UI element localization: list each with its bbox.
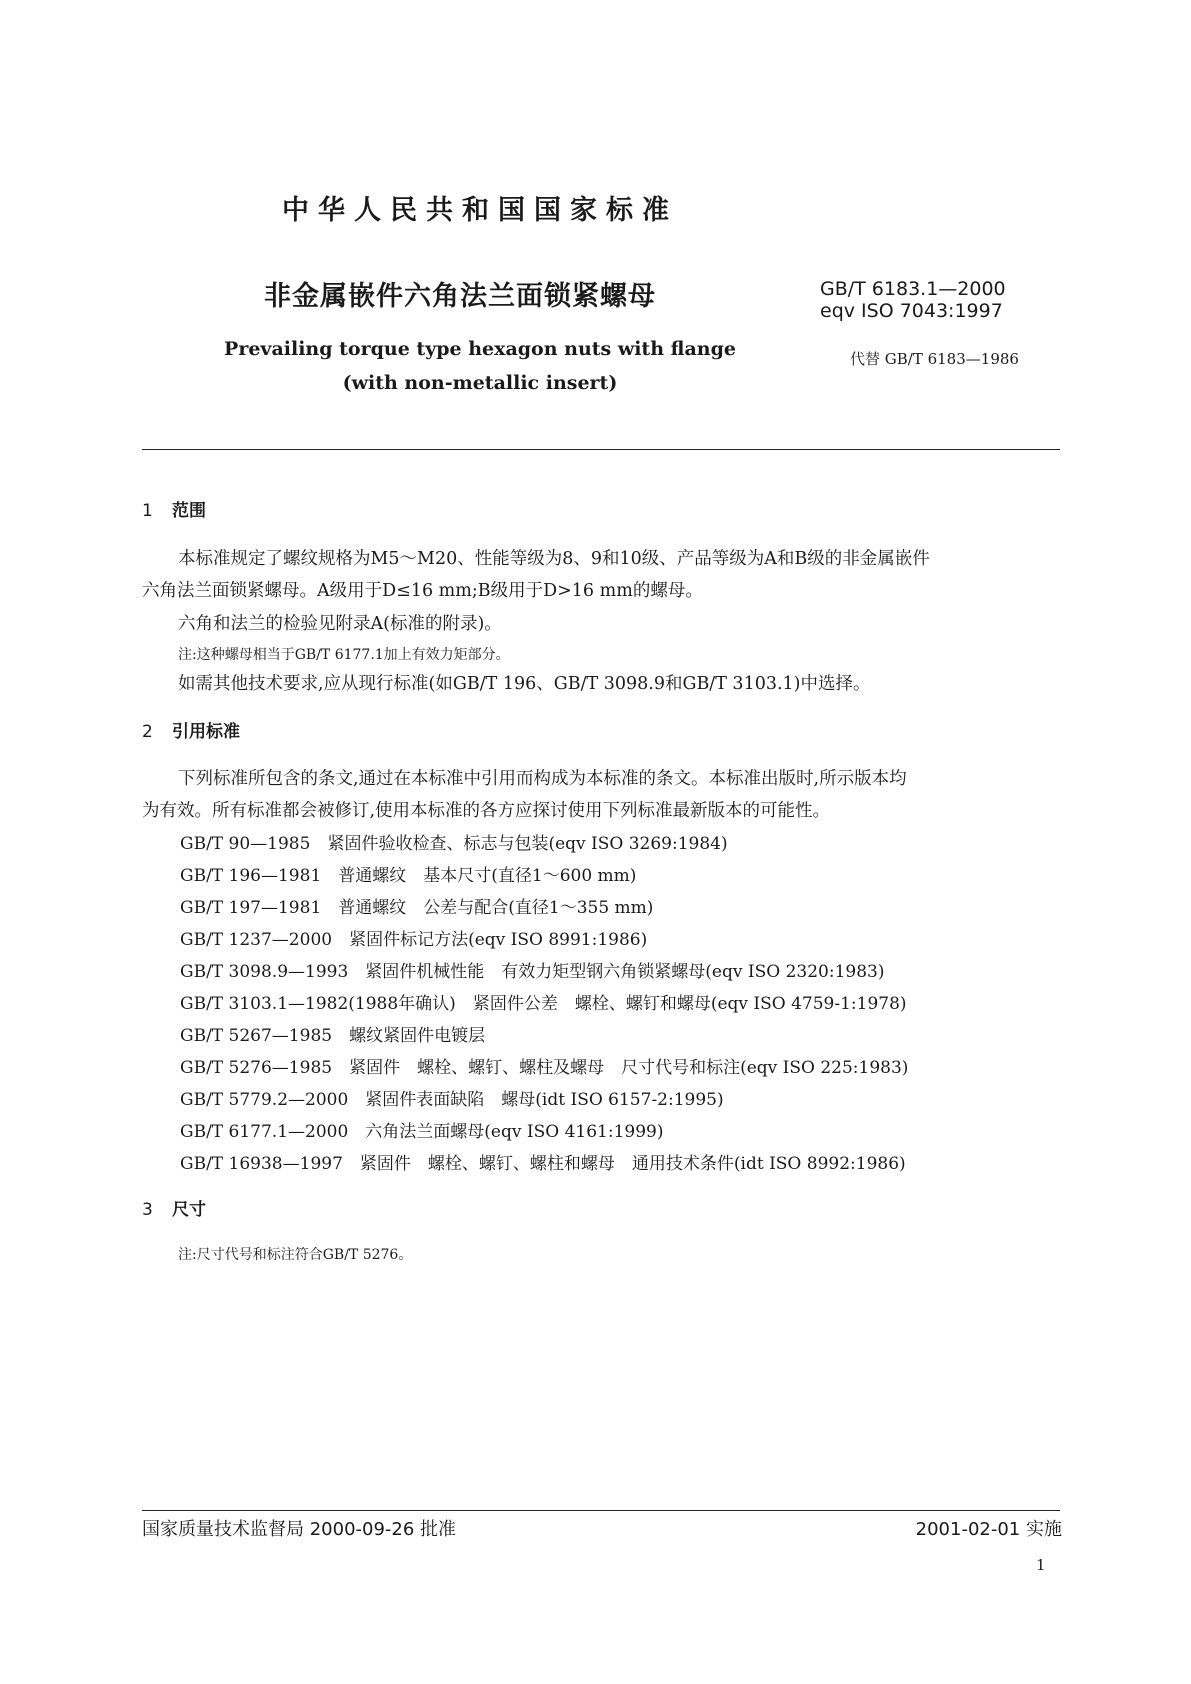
replaces-standard: 代替 GB/T 6183—1986 bbox=[850, 350, 1019, 368]
reference-item: GB/T 3103.1—1982(1988年确认) 紧固件公差 螺栓、螺钉和螺母(eqv ISO 4759-1:1978) bbox=[180, 994, 907, 1014]
scope-paragraph-line1: 本标准规定了螺纹规格为M5～M20、性能等级为8、9和10级、产品等级为A和B级的非金属嵌件 bbox=[178, 549, 930, 569]
page-number: 1 bbox=[1036, 1556, 1046, 1574]
national-standard-heading: 中华人民共和国国家标准 bbox=[282, 195, 678, 226]
section-number: 1 bbox=[142, 501, 153, 521]
equivalent-standard: eqv ISO 7043:1997 bbox=[820, 300, 1003, 322]
approval-line: 国家质量技术监督局 2000-09-26 批准 bbox=[142, 1519, 457, 1540]
section-title: 尺寸 bbox=[172, 1200, 206, 1220]
section-2-heading bbox=[142, 717, 240, 742]
title-english-line2: (with non-metallic insert) bbox=[342, 372, 618, 394]
effective-date: 2001-02-01 实施 bbox=[915, 1519, 1062, 1540]
scope-paragraph-3: 如需其他技术要求,应从现行标准(如GB/T 196、GB/T 3098.9和GB/T 3103.1)中选择。 bbox=[178, 674, 871, 694]
section-title: 范围 bbox=[172, 501, 206, 521]
section-1-heading bbox=[142, 496, 206, 521]
reference-item: GB/T 90—1985 紧固件验收检查、标志与包装(eqv ISO 3269:1984) bbox=[180, 834, 728, 854]
section-number: 2 bbox=[142, 722, 153, 742]
scope-paragraph-line2: 六角法兰面锁紧螺母。A级用于D≤16 mm;B级用于D>16 mm的螺母。 bbox=[142, 581, 703, 601]
reference-item: GB/T 6177.1—2000 六角法兰面螺母(eqv ISO 4161:1999) bbox=[180, 1122, 664, 1142]
scope-paragraph-2: 六角和法兰的检验见附录A(标准的附录)。 bbox=[178, 614, 502, 634]
header-divider bbox=[142, 449, 1060, 450]
dimensions-note: 注:尺寸代号和标注符合GB/T 5276。 bbox=[178, 1247, 413, 1263]
footer-divider bbox=[142, 1510, 1060, 1511]
section-number: 3 bbox=[142, 1200, 153, 1220]
section-title: 引用标准 bbox=[172, 722, 240, 742]
title-english-line1: Prevailing torque type hexagon nuts with flange bbox=[224, 338, 736, 360]
scope-note: 注:这种螺母相当于GB/T 6177.1加上有效力矩部分。 bbox=[178, 647, 510, 663]
reference-item: GB/T 5779.2—2000 紧固件表面缺陷 螺母(idt ISO 6157-2:1995) bbox=[180, 1090, 724, 1110]
section-3-heading bbox=[142, 1195, 206, 1220]
title-chinese: 非金属嵌件六角法兰面锁紧螺母 bbox=[264, 281, 656, 312]
reference-item: GB/T 3098.9—1993 紧固件机械性能 有效力矩型钢六角锁紧螺母(eqv ISO 2320:1983) bbox=[180, 962, 885, 982]
references-intro-line1: 下列标准所包含的条文,通过在本标准中引用而构成为本标准的条文。本标准出版时,所示版本均 bbox=[178, 769, 907, 789]
reference-item: GB/T 1237—2000 紧固件标记方法(eqv ISO 8991:1986) bbox=[180, 930, 648, 950]
reference-item: GB/T 196—1981 普通螺纹 基本尺寸(直径1～600 mm) bbox=[180, 866, 637, 886]
reference-item: GB/T 5276—1985 紧固件 螺栓、螺钉、螺柱及螺母 尺寸代号和标注(eqv ISO 225:1983) bbox=[180, 1058, 909, 1078]
reference-item: GB/T 5267—1985 螺纹紧固件电镀层 bbox=[180, 1026, 486, 1046]
reference-item: GB/T 197—1981 普通螺纹 公差与配合(直径1～355 mm) bbox=[180, 898, 654, 918]
references-intro-line2: 为有效。所有标准都会被修订,使用本标准的各方应探讨使用下列标准最新版本的可能性。 bbox=[142, 801, 831, 821]
standard-number: GB/T 6183.1—2000 bbox=[820, 278, 1006, 300]
reference-item: GB/T 16938—1997 紧固件 螺栓、螺钉、螺柱和螺母 通用技术条件(idt ISO 8992:1986) bbox=[180, 1154, 906, 1174]
